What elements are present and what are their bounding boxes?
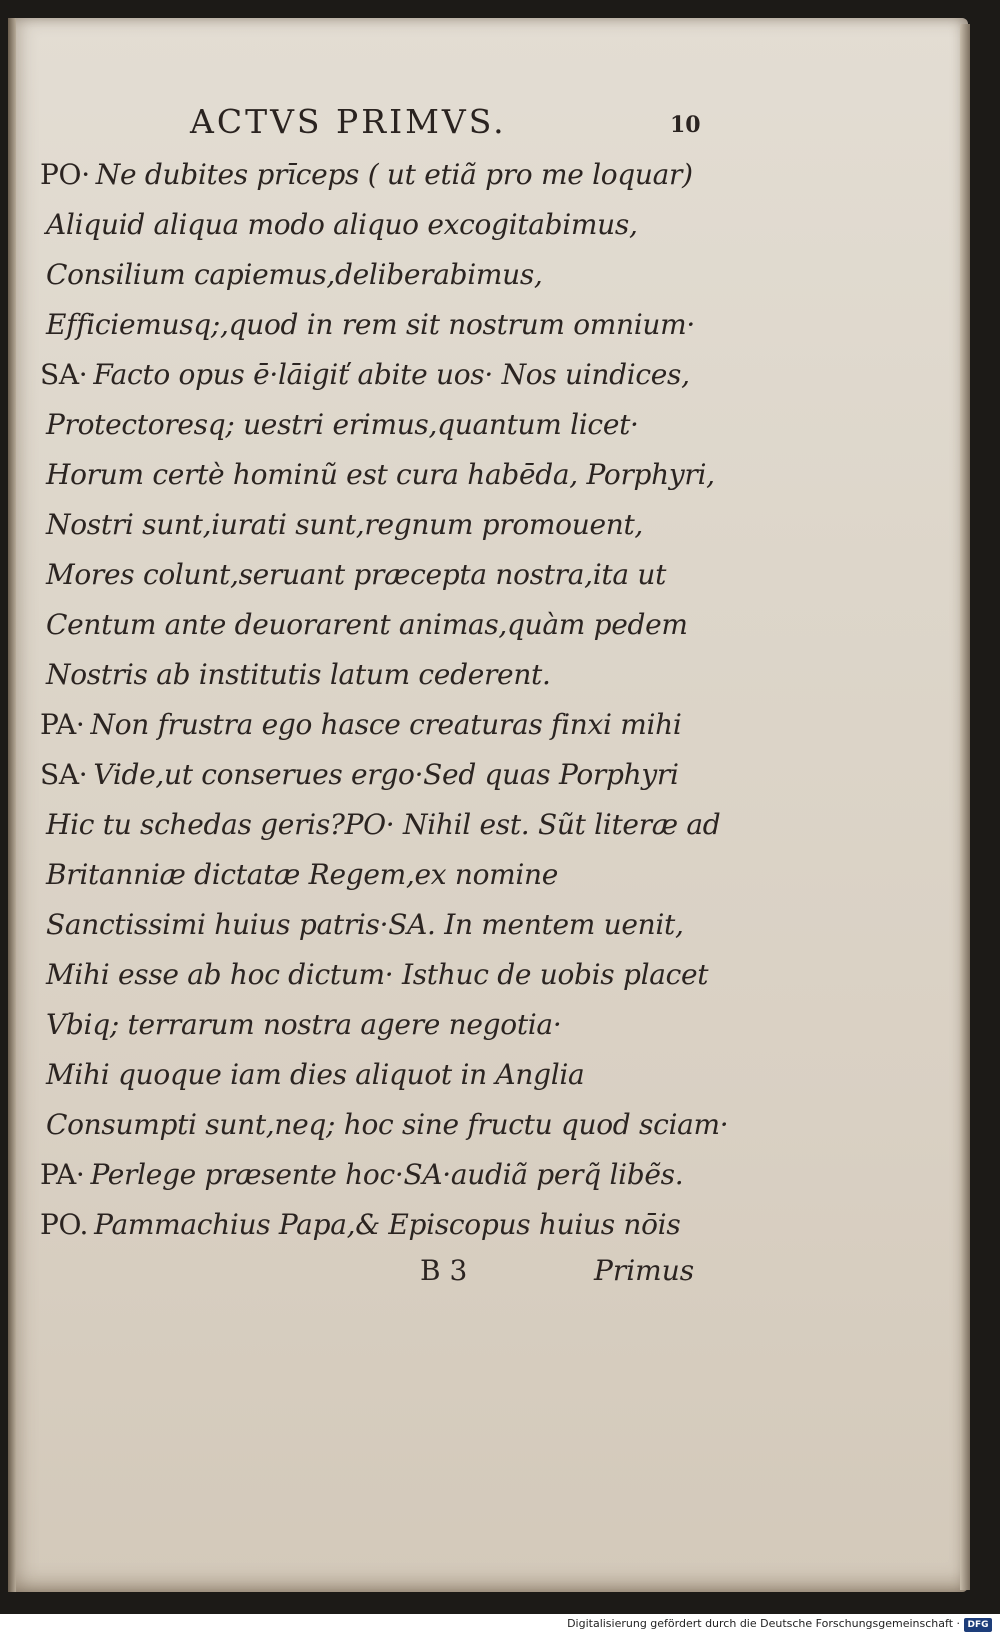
line-text: Sanctissimi huius patris·SA. In mentem uenit, [46, 908, 684, 941]
text-block [40, 150, 740, 1250]
verse-line [40, 750, 740, 800]
verse-line [40, 650, 740, 700]
verse-line [40, 400, 740, 450]
line-text: Horum certè hominũ est cura habēda, Porphyri, [46, 458, 715, 491]
line-text: Mores colunt,seruant præcepta nostra,ita ut [46, 558, 667, 591]
page-fore-edge [960, 24, 970, 1590]
verse-line [40, 900, 740, 950]
speaker-label: PO· [40, 158, 90, 191]
page-gutter-shadow [8, 18, 16, 1592]
verse-line [40, 950, 740, 1000]
line-text: Hic tu schedas geris?PO· Nihil est. Sũt literæ ad [46, 808, 721, 841]
signature-mark: B 3 [420, 1254, 468, 1287]
verse-line [40, 350, 740, 400]
line-text: Ne dubites prīceps ( ut etiã pro me loquar) [95, 158, 693, 191]
verse-line [40, 450, 740, 500]
line-text: Mihi esse ab hoc dictum· Isthuc de uobis placet [46, 958, 709, 991]
folio-number: 10 [670, 112, 701, 138]
line-text: Non frustra ego hasce creaturas finxi mihi [90, 708, 682, 741]
line-text: Consilium capiemus,deliberabimus, [46, 258, 543, 291]
line-text: Consumpti sunt,neq; hoc sine fructu quod sciam· [46, 1108, 729, 1141]
verse-line [40, 150, 740, 200]
catchword: Primus [594, 1254, 695, 1287]
line-text: Facto opus ē·lāigiť abite uos· Nos uindices, [93, 358, 690, 391]
verse-line [40, 600, 740, 650]
line-text: Efficiemusq;,quod in rem sit nostrum omnium· [46, 308, 696, 341]
dfg-logo-icon: DFG [964, 1618, 992, 1632]
line-text: Mihi quoque iam dies aliquot in Anglia [46, 1058, 585, 1091]
speaker-label: PA· [40, 708, 85, 741]
line-text: Protectoresq; uestri erimus,quantum licet· [46, 408, 639, 441]
line-text: Aliquid aliqua modo aliquo excogitabimus, [46, 208, 638, 241]
verse-line [40, 1050, 740, 1100]
verse-line [40, 700, 740, 750]
verse-line [40, 1100, 740, 1150]
speaker-label: PO. [40, 1208, 89, 1241]
verse-line [40, 1000, 740, 1050]
speaker-label: SA· [40, 358, 88, 391]
line-text: Vide,ut conserues ergo·Sed quas Porphyri [93, 758, 679, 791]
line-text: Vbiq; terrarum nostra agere negotia· [46, 1008, 562, 1041]
line-text: Nostri sunt,iurati sunt,regnum promouent, [46, 508, 644, 541]
verse-line [40, 300, 740, 350]
line-text: Nostris ab institutis latum cederent. [46, 658, 551, 691]
running-head: ACTVS PRIMVS. [190, 102, 507, 141]
verse-line [40, 500, 740, 550]
line-text: Centum ante deuorarent animas,quàm pedem [46, 608, 688, 641]
line-text: Britanniæ dictatæ Regem,ex nomine [46, 858, 559, 891]
speaker-label: PA· [40, 1158, 85, 1191]
digitization-credit: Digitalisierung gefördert durch die Deutsche Forschungsgemeinschaft · [567, 1617, 960, 1630]
verse-line [40, 800, 740, 850]
line-text: Perlege præsente hoc·SA·audiã perq̃ libẽs. [90, 1158, 684, 1191]
line-text: Pammachius Papa,& Episcopus huius nōis [94, 1208, 681, 1241]
verse-line [40, 850, 740, 900]
verse-line [40, 1150, 740, 1200]
verse-line [40, 200, 740, 250]
verse-line [40, 550, 740, 600]
speaker-label: SA· [40, 758, 88, 791]
verse-line [40, 250, 740, 300]
verse-line [40, 1200, 740, 1250]
